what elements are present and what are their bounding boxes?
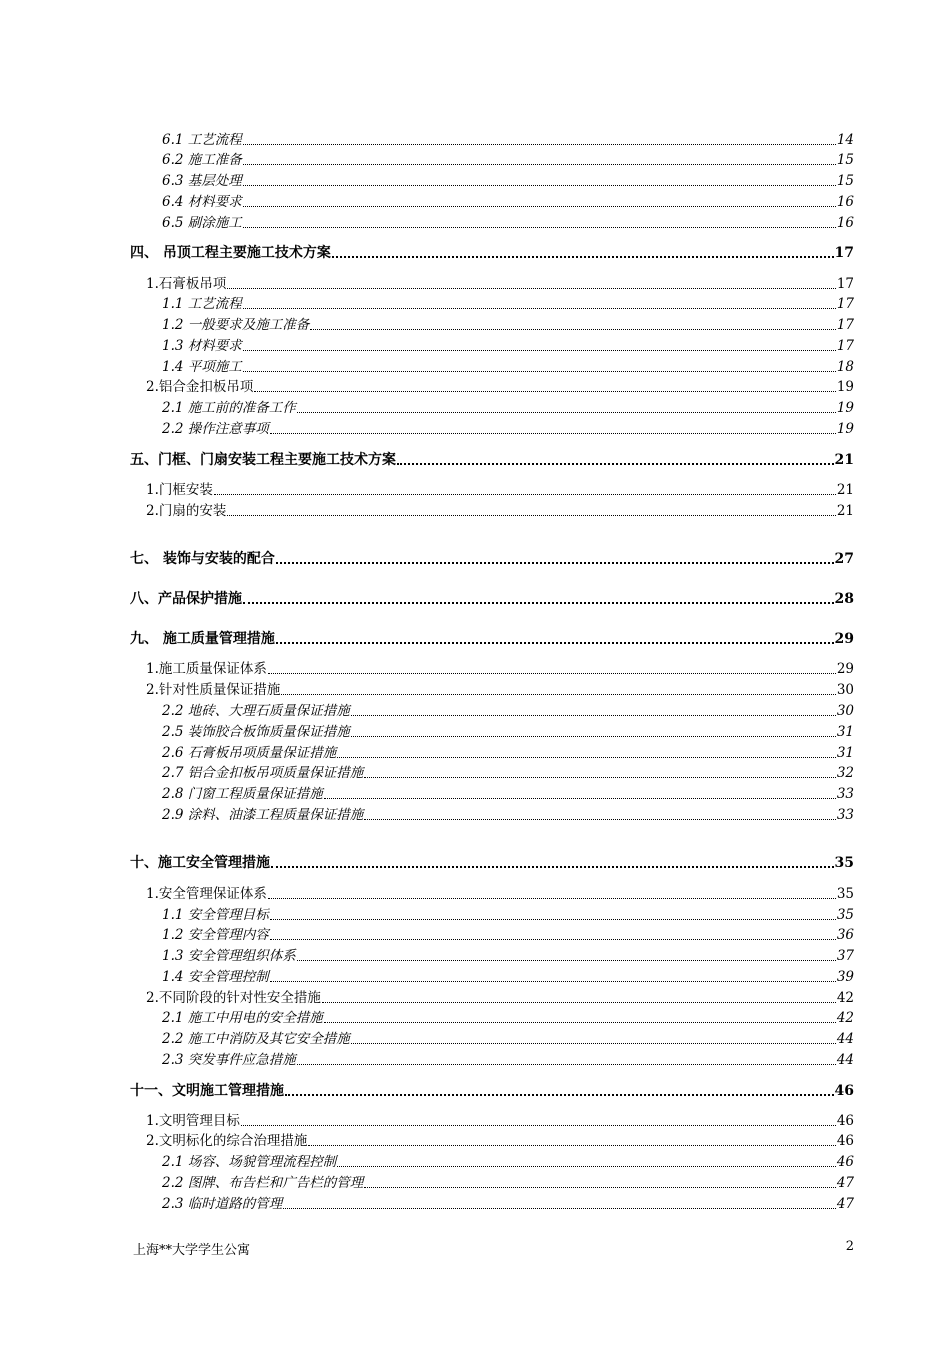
toc-entry[interactable]	[162, 764, 854, 782]
toc-entry[interactable]	[162, 316, 854, 334]
toc-entry-label: 1.4 平项施工	[162, 359, 242, 375]
toc-leader-dots	[337, 1165, 836, 1167]
toc-entry-label: 1.文明管理目标	[146, 1113, 240, 1129]
toc-entry-label: 1.石膏板吊项	[146, 276, 227, 292]
toc-entry-page: 30	[836, 703, 854, 719]
toc-entry-page: 19	[836, 421, 854, 437]
toc-entry-label: 6.3 基层处理	[162, 173, 242, 189]
toc-leader-dots	[243, 205, 836, 207]
toc-entry-label: 1.2 一般要求及施工准备	[162, 317, 310, 333]
toc-entry[interactable]	[162, 358, 854, 376]
toc-entry-label: 1.4 安全管理控制	[162, 969, 269, 985]
toc-entry[interactable]	[146, 1112, 854, 1130]
toc-entry[interactable]	[162, 1174, 854, 1192]
toc-entry-page: 16	[836, 194, 854, 210]
toc-entry-label: 2.2 图牌、布告栏和广告栏的管理	[162, 1175, 364, 1191]
toc-leader-dots	[351, 714, 836, 716]
toc-entry[interactable]	[162, 723, 854, 741]
toc-entry[interactable]	[146, 989, 854, 1007]
toc-entry-page: 27	[834, 551, 854, 567]
toc-entry-page: 21	[834, 452, 854, 468]
toc-leader-dots	[270, 938, 836, 940]
toc-entry-label: 十一、文明施工管理措施	[130, 1083, 284, 1099]
toc-entry[interactable]	[162, 926, 854, 944]
toc-leader-dots	[364, 818, 836, 820]
toc-leader-dots	[297, 1063, 836, 1065]
toc-entry-label: 2.2 地砖、大理石质量保证措施	[162, 703, 350, 719]
toc-entry[interactable]	[130, 590, 854, 608]
toc-entry-page: 44	[836, 1052, 854, 1068]
toc-entry-label: 2.针对性质量保证措施	[146, 682, 281, 698]
toc-leader-dots	[364, 776, 836, 778]
toc-entry[interactable]	[130, 244, 854, 262]
toc-entry[interactable]	[162, 172, 854, 190]
toc-entry[interactable]	[162, 131, 854, 149]
toc-entry-page: 18	[836, 359, 854, 375]
toc-leader-dots	[332, 255, 834, 258]
toc-entry-page: 30	[836, 682, 854, 698]
toc-entry-label: 2.7 铝合金扣板吊项质量保证措施	[162, 765, 364, 781]
toc-entry-label: 2.铝合金扣板吊项	[146, 379, 254, 395]
toc-entry-page: 21	[836, 482, 854, 498]
toc-leader-dots	[227, 514, 835, 516]
toc-entry[interactable]	[162, 193, 854, 211]
toc-entry[interactable]	[130, 630, 854, 648]
toc-leader-dots	[281, 693, 835, 695]
toc-entry-page: 17	[836, 338, 854, 354]
toc-entry-page: 17	[836, 276, 854, 292]
toc-leader-dots	[297, 411, 836, 413]
toc-entry[interactable]	[162, 420, 854, 438]
toc-entry-page: 35	[834, 855, 854, 871]
toc-entry-label: 6.5 刷涂施工	[162, 215, 242, 231]
toc-entry-label: 2.1 施工中用电的安全措施	[162, 1010, 323, 1026]
toc-entry-page: 37	[836, 948, 854, 964]
toc-entry-label: 1.2 安全管理内容	[162, 927, 269, 943]
toc-entry[interactable]	[130, 451, 854, 469]
toc-leader-dots	[297, 959, 836, 961]
toc-entry[interactable]	[162, 968, 854, 986]
toc-entry[interactable]	[162, 1009, 854, 1027]
toc-entry-page: 17	[834, 245, 854, 261]
toc-entry[interactable]	[146, 885, 854, 903]
toc-entry-page: 42	[836, 990, 854, 1006]
toc-entry-page: 17	[836, 296, 854, 312]
toc-entry-label: 1.施工质量保证体系	[146, 661, 267, 677]
toc-leader-dots	[254, 390, 835, 392]
toc-leader-dots	[243, 163, 836, 165]
toc-entry[interactable]	[162, 947, 854, 965]
toc-entry-label: 五、门框、门扇安装工程主要施工技术方案	[130, 452, 396, 468]
toc-entry-page: 19	[836, 400, 854, 416]
toc-leader-dots	[243, 143, 836, 145]
toc-leader-dots	[351, 1042, 836, 1044]
toc-leader-dots	[310, 328, 836, 330]
toc-entry-label: 2.8 门窗工程质量保证措施	[162, 786, 323, 802]
toc-entry-page: 32	[836, 765, 854, 781]
toc-entry[interactable]	[146, 275, 854, 293]
toc-entry-page: 29	[836, 661, 854, 677]
toc-entry-page: 44	[836, 1031, 854, 1047]
toc-leader-dots	[270, 980, 836, 982]
toc-entry-label: 2.1 施工前的准备工作	[162, 400, 296, 416]
toc-entry-page: 39	[836, 969, 854, 985]
toc-entry-label: 1.1 工艺流程	[162, 296, 242, 312]
toc-entry-page: 33	[836, 807, 854, 823]
toc-entry-page: 36	[836, 927, 854, 943]
toc-entry-page: 28	[834, 591, 854, 607]
toc-entry-label: 2.3 突发事件应急措施	[162, 1052, 296, 1068]
toc-entry-label: 2.5 装饰胶合板饰质量保证措施	[162, 724, 350, 740]
toc-entry-page: 29	[834, 631, 854, 647]
toc-entry-label: 6.2 施工准备	[162, 152, 242, 168]
toc-entry-page: 21	[836, 503, 854, 519]
toc-entry-page: 14	[836, 132, 854, 148]
toc-entry[interactable]	[162, 1051, 854, 1069]
toc-leader-dots	[324, 1021, 836, 1023]
toc-entry-label: 2.1 场容、场貌管理流程控制	[162, 1154, 337, 1170]
toc-entry-label: 2.门扇的安装	[146, 503, 227, 519]
toc-entry-label: 2.9 涂料、油漆工程质量保证措施	[162, 807, 364, 823]
toc-entry[interactable]	[162, 399, 854, 417]
toc-entry-label: 1.3 安全管理组织体系	[162, 948, 296, 964]
toc-leader-dots	[243, 184, 836, 186]
toc-entry-page: 46	[836, 1133, 854, 1149]
toc-entry-label: 1.安全管理保证体系	[146, 886, 267, 902]
toc-entry-page: 19	[836, 379, 854, 395]
toc-leader-dots	[351, 735, 836, 737]
toc-entry[interactable]	[130, 1082, 854, 1100]
toc-entry[interactable]	[162, 1030, 854, 1048]
toc-entry-label: 2.6 石膏板吊项质量保证措施	[162, 745, 337, 761]
toc-leader-dots	[241, 1124, 836, 1126]
toc-entry-page: 31	[836, 745, 854, 761]
toc-entry-label: 九、 施工质量管理措施	[130, 631, 275, 647]
toc-entry[interactable]	[162, 214, 854, 232]
toc-leader-dots	[243, 226, 836, 228]
toc-entry-label: 2.2 操作注意事项	[162, 421, 269, 437]
toc-entry-label: 七、 装饰与安装的配合	[130, 551, 275, 567]
toc-entry-page: 15	[836, 173, 854, 189]
toc-leader-dots	[270, 432, 836, 434]
toc-leader-dots	[364, 1186, 836, 1188]
toc-entry[interactable]	[162, 295, 854, 313]
toc-leader-dots	[276, 561, 834, 564]
toc-entry-page: 15	[836, 152, 854, 168]
toc-leader-dots	[243, 307, 836, 309]
toc-leader-dots	[276, 641, 834, 644]
toc-entry[interactable]	[146, 1132, 854, 1150]
toc-entry-page: 35	[836, 886, 854, 902]
toc-leader-dots	[397, 462, 834, 465]
toc-entry-label: 1.门框安装	[146, 482, 213, 498]
toc-entry-label: 1.3 材料要求	[162, 338, 242, 354]
toc-entry-page: 33	[836, 786, 854, 802]
toc-entry-label: 八、产品保护措施	[130, 591, 242, 607]
toc-entry-page: 46	[836, 1113, 854, 1129]
toc-entry[interactable]	[130, 854, 854, 872]
toc-entry-page: 35	[836, 907, 854, 923]
toc-entry[interactable]	[162, 906, 854, 924]
toc-entry-page: 47	[836, 1175, 854, 1191]
toc-entry-page: 31	[836, 724, 854, 740]
toc-entry[interactable]	[146, 481, 854, 499]
toc-entry-label: 1.1 安全管理目标	[162, 907, 269, 923]
toc-leader-dots	[322, 1001, 836, 1003]
toc-entry-label: 四、 吊顶工程主要施工技术方案	[130, 245, 331, 261]
toc-entry-label: 2.3 临时道路的管理	[162, 1196, 283, 1212]
toc-entry[interactable]	[162, 702, 854, 720]
toc-entry-label: 6.4 材料要求	[162, 194, 242, 210]
toc-leader-dots	[243, 349, 836, 351]
toc-entry[interactable]	[162, 806, 854, 824]
toc-entry-label: 2.2 施工中消防及其它安全措施	[162, 1031, 350, 1047]
toc-entry[interactable]	[146, 681, 854, 699]
footer-page-number: 2	[845, 1239, 854, 1254]
toc-entry[interactable]	[146, 660, 854, 678]
toc-entry[interactable]	[162, 1195, 854, 1213]
toc-leader-dots	[308, 1144, 835, 1146]
toc-entry-page: 46	[836, 1154, 854, 1170]
toc-entry-label: 2.文明标化的综合治理措施	[146, 1133, 308, 1149]
toc-leader-dots	[270, 918, 836, 920]
toc-leader-dots	[324, 797, 836, 799]
toc-entry-page: 17	[836, 317, 854, 333]
toc-leader-dots	[227, 287, 835, 289]
toc-entry[interactable]	[162, 151, 854, 169]
footer-title: 上海**大学学生公寓	[133, 1243, 251, 1258]
toc-entry[interactable]	[162, 337, 854, 355]
toc-leader-dots	[337, 756, 836, 758]
toc-entry-label: 十、施工安全管理措施	[130, 855, 270, 871]
toc-entry-page: 16	[836, 215, 854, 231]
toc-entry[interactable]	[130, 550, 854, 568]
toc-leader-dots	[271, 865, 834, 868]
toc-leader-dots	[214, 493, 836, 495]
toc-leader-dots	[243, 601, 834, 604]
toc-entry-page: 46	[834, 1083, 854, 1099]
toc-leader-dots	[243, 370, 836, 372]
toc-entry-label: 2.不同阶段的针对性安全措施	[146, 990, 321, 1006]
toc-entry[interactable]	[146, 502, 854, 520]
toc-entry-label: 6.1 工艺流程	[162, 132, 242, 148]
toc-entry[interactable]	[162, 1153, 854, 1171]
toc-entry-page: 42	[836, 1010, 854, 1026]
toc-entry[interactable]	[162, 744, 854, 762]
toc-entry-page: 47	[836, 1196, 854, 1212]
toc-entry[interactable]	[162, 785, 854, 803]
toc-leader-dots	[285, 1093, 834, 1096]
toc-leader-dots	[268, 897, 836, 899]
toc-entry[interactable]	[146, 378, 854, 396]
toc-leader-dots	[268, 672, 836, 674]
toc-leader-dots	[283, 1207, 836, 1209]
